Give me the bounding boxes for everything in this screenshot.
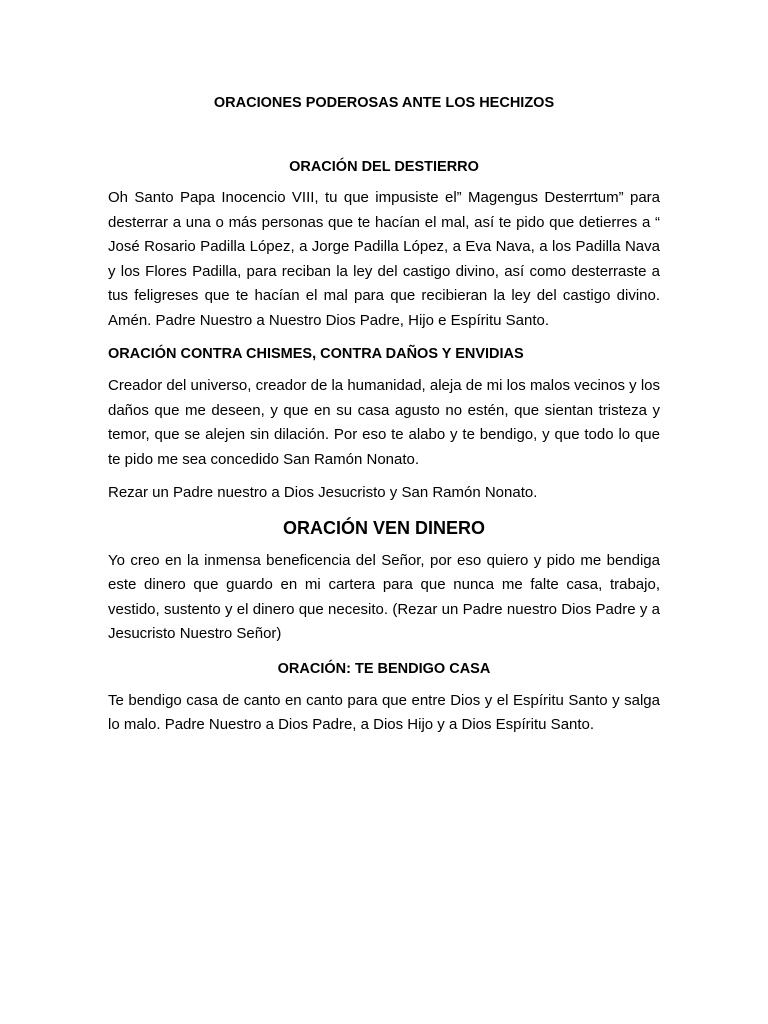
heading-oracion-ven-dinero: ORACIÓN VEN DINERO bbox=[282, 517, 486, 538]
document-page bbox=[108, 92, 660, 738]
heading-oracion-chismes: ORACIÓN CONTRA CHISMES, CONTRA DAÑOS Y ENVIDIAS bbox=[108, 346, 524, 362]
paragraph-oracion-chismes: Creador del universo, creador de la humanidad, aleja de mi los malos vecinos y los daños que me deseen, y que en su casa agusto no estén, que sientan tristeza y temor, que se alejen sin dilación. Por eso te alabo y te bendigo, y que todo lo que te pido me sea concedido San Ramón Nonato. bbox=[108, 377, 660, 468]
document-title: ORACIONES PODEROSAS ANTE LOS HECHIZOS bbox=[213, 95, 555, 111]
paragraph-oracion-bendigo-casa: Te bendigo casa de canto en canto para que entre Dios y el Espíritu Santo y salga lo malo. Padre Nuestro a Dios Padre, a Dios Hijo y a Dios Espíritu Santo. bbox=[108, 691, 660, 733]
heading-oracion-destierro: ORACIÓN DEL DESTIERRO bbox=[289, 159, 479, 175]
paragraph-rezar-padre-nuestro: Rezar un Padre nuestro a Dios Jesucristo y San Ramón Nonato. bbox=[108, 484, 538, 501]
paragraph-oracion-destierro: Oh Santo Papa Inocencio VIII, tu que impusiste el” Magengus Desterrtum” para desterrar a una o más personas que te hacían el mal, así te pido que detierres a “ José Rosario Padilla López, a Jorge Padilla López, a Eva Nava, a los Padilla Nava y los Flores Padilla, para reciban la ley del castigo divino, así como desterraste a tus feligreses que te hacían el mal para que recibieran la ley del castigo divino. Amén. Padre Nuestro a Nuestro Dios Padre, Hijo e Espíritu Santo. bbox=[108, 189, 660, 329]
heading-oracion-bendigo-casa: ORACIÓN: TE BENDIGO CASA bbox=[277, 660, 491, 677]
paragraph-oracion-ven-dinero: Yo creo en la inmensa beneficencia del Señor, por eso quiero y pido me bendiga este dinero que guardo en mi cartera para que nunca me falte casa, trabajo, vestido, sustento y el dinero que necesito. (Rezar un Padre nuestro Dios Padre y a Jesucristo Nuestro Señor) bbox=[108, 551, 660, 642]
